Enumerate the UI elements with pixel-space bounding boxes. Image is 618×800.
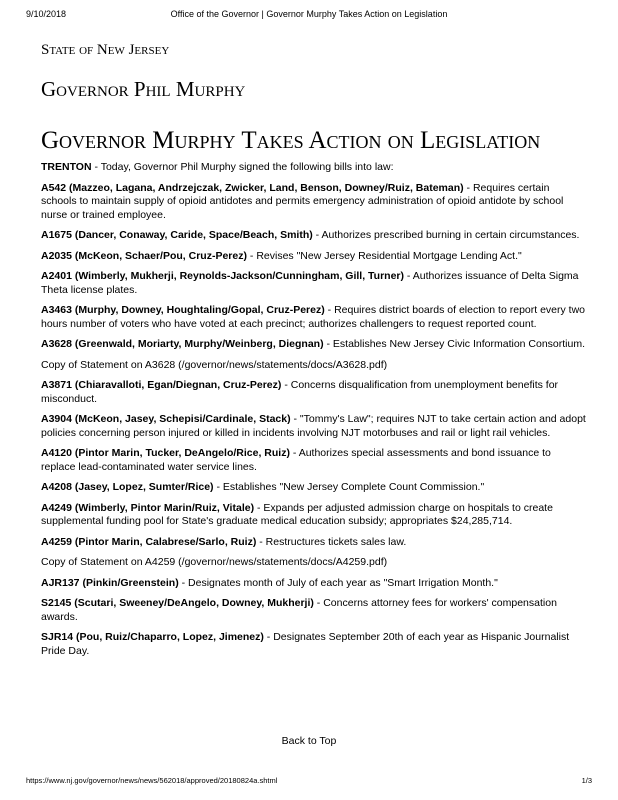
bill-paragraph xyxy=(41,481,586,495)
bill-number: A2401 (Wimberly, Mukherji, Reynolds-Jackson/Cunningham, Gill, Turner) xyxy=(41,270,405,282)
bill-list xyxy=(41,182,586,659)
bill-number: A4208 (Jasey, Lopez, Sumter/Rice) xyxy=(41,481,214,493)
article xyxy=(41,125,586,665)
bill-description: - Requires district boards of election to report every two hours number of voters who have voted at each precinct; authorizes challengers to request reported count. xyxy=(41,304,586,330)
bill-paragraph xyxy=(41,182,586,223)
bill-number: A4259 (Pintor Marin, Calabrese/Sarlo, Ruiz) xyxy=(41,535,257,548)
bill-description: - Expands per adjusted admission charge on hospitals to create supplemental funding pool for State's graduate medical education subsidy; appropriates $24,285,714. xyxy=(41,501,553,527)
bill-paragraph xyxy=(41,577,586,591)
bill-number: A3628 (Greenwald, Moriarty, Murphy/Weinberg, Diegnan) xyxy=(41,338,324,350)
print-header xyxy=(26,9,592,23)
article-title: Governor Murphy Takes Action on Legislation xyxy=(41,127,541,154)
bill-description: Copy of Statement on A3628 (/governor/news/statements/docs/A3628.pdf) xyxy=(41,358,388,371)
bill-description: - Authorizes prescribed burning in certain circumstances. xyxy=(312,229,580,241)
intro-paragraph xyxy=(41,161,586,175)
bill-description: - Authorizes issuance of Delta Sigma Theta license plates. xyxy=(41,270,579,296)
bill-description: - "Tommy's Law"; requires NJT to take certain action and adopt policies concerning person injured or killed in incidents involving NJT motorbuses and rail or light rail vehicles. xyxy=(41,413,586,439)
bill-description: - Designates September 20th of each year as Hispanic Journalist Pride Day. xyxy=(41,631,570,657)
intro-text: - Today, Governor Phil Murphy signed the following bills into law: xyxy=(91,161,394,173)
bill-description: - Establishes "New Jersey Complete Count Commission." xyxy=(213,481,485,493)
bill-number: S2145 (Scutari, Sweeney/DeAngelo, Downey, Mukherji) xyxy=(41,597,314,609)
statement-link[interactable] xyxy=(41,359,586,373)
bill-description: - Revises "New Jersey Residential Mortgage Lending Act." xyxy=(246,249,522,262)
bill-paragraph xyxy=(41,304,586,331)
bill-description: - Designates month of July of each year as "Smart Irrigation Month." xyxy=(178,576,498,589)
page-number: 1/3 xyxy=(581,776,592,785)
bill-paragraph xyxy=(41,229,586,243)
bill-number: A3871 (Chiaravalloti, Egan/Diegnan, Cruz-Perez) xyxy=(41,379,282,391)
bill-number: A3904 (McKeon, Jasey, Schepisi/Cardinale, Stack) xyxy=(41,413,291,425)
bill-description: - Authorizes special assessments and bond issuance to replace lead-contaminated water service lines. xyxy=(41,447,551,473)
dateline: TRENTON xyxy=(41,161,92,173)
bill-description: - Restructures tickets sales law. xyxy=(256,535,407,548)
print-url: https://www.nj.gov/governor/news/news/562018/approved/20180824a.shtml xyxy=(26,776,278,785)
bill-paragraph xyxy=(41,502,586,529)
governor-phil-murphy-link[interactable]: Governor Phil Murphy xyxy=(41,77,246,101)
bill-paragraph xyxy=(41,597,586,624)
bill-paragraph xyxy=(41,536,586,550)
print-date: 9/10/2018 xyxy=(26,9,67,19)
print-page-title: Office of the Governor | Governor Murphy Takes Action on Legislation xyxy=(170,9,448,19)
bill-number: A1675 (Dancer, Conaway, Caride, Space/Beach, Smith) xyxy=(41,229,313,241)
bill-number: A3463 (Murphy, Downey, Houghtaling/Gopal, Cruz-Perez) xyxy=(41,304,325,316)
bill-paragraph xyxy=(41,379,586,406)
bill-paragraph xyxy=(41,338,586,352)
bill-description: - Establishes New Jersey Civic Information Consortium. xyxy=(323,338,586,350)
bill-paragraph xyxy=(41,250,586,264)
bill-number: A2035 (McKeon, Schaer/Pou, Cruz-Perez) xyxy=(41,249,247,262)
bill-number: A4249 (Wimberly, Pintor Marin/Ruiz, Vitale) xyxy=(41,501,255,514)
bill-paragraph xyxy=(41,447,586,474)
statement-link[interactable] xyxy=(41,556,586,570)
bill-number: SJR14 (Pou, Ruiz/Chaparro, Lopez, Jimenez) xyxy=(41,631,264,643)
bill-number: A542 (Mazzeo, Lagana, Andrzejczak, Zwicker, Land, Benson, Downey/Ruiz, Bateman) xyxy=(41,181,464,194)
bill-description: - Concerns attorney fees for workers' compensation awards. xyxy=(41,597,557,623)
bill-description: - Concerns disqualification from unemployment benefits for misconduct. xyxy=(41,379,559,405)
bill-description: Copy of Statement on A4259 (/governor/news/statements/docs/A4259.pdf) xyxy=(41,556,388,568)
back-to-top-link[interactable]: Back to Top xyxy=(281,735,337,747)
bill-description: - Requires certain schools to maintain supply of opioid antidotes and permits emergency administration of opioid antidote by school nurse or trained employee. xyxy=(41,181,564,221)
state-of-new-jersey-link[interactable]: State of New Jersey xyxy=(41,42,170,58)
bill-number: AJR137 (Pinkin/Greenstein) xyxy=(41,576,179,589)
bill-paragraph xyxy=(41,270,586,297)
bill-number: A4120 (Pintor Marin, Tucker, DeAngelo/Rice, Ruiz) xyxy=(41,447,290,459)
bill-paragraph xyxy=(41,631,586,658)
bill-paragraph xyxy=(41,413,586,440)
